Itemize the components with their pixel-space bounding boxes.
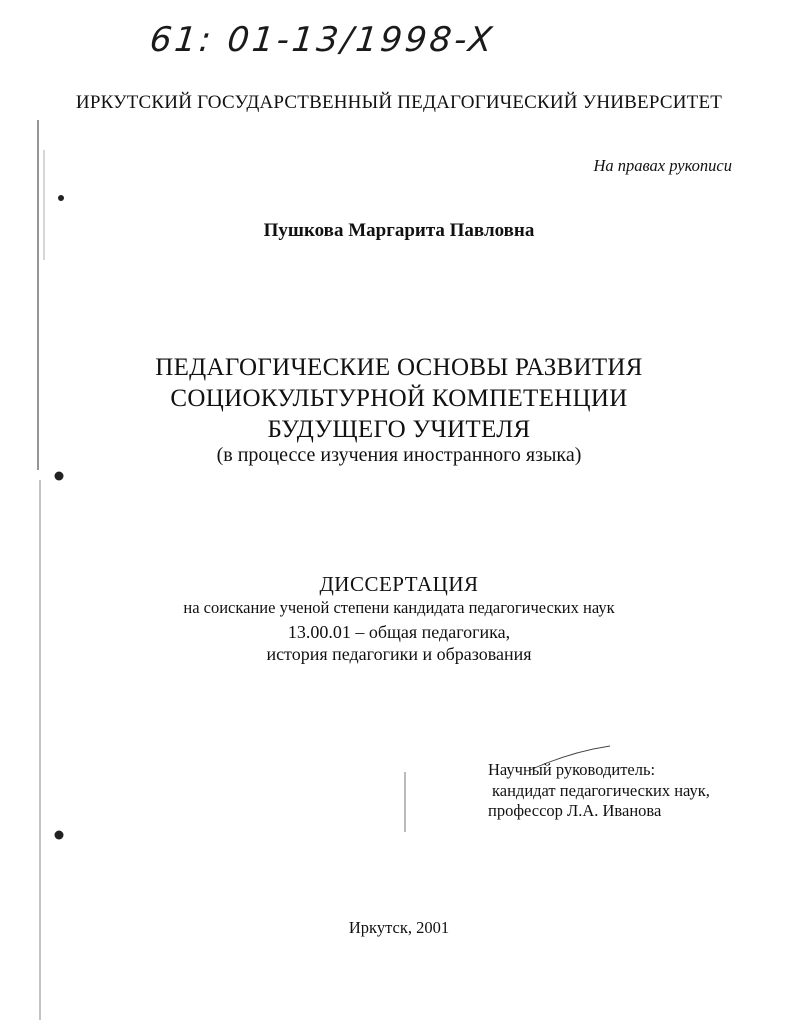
title-line: СОЦИОКУЛЬТУРНОЙ КОМПЕТЕНЦИИ [170,385,628,412]
dissertation-label: ДИССЕРТАЦИЯ [319,572,479,596]
advisor-degree: кандидат педагогических наук, [492,781,710,800]
title-line: БУДУЩЕГО УЧИТЕЛЯ [267,416,531,443]
specialty-line: 13.00.01 – общая педагогика, [287,622,511,642]
advisor-label: Научный руководитель: [488,760,656,779]
subtitle: (в процессе изучения иностранного языка) [216,444,582,466]
binding-hole-mark [58,195,64,201]
title-line: ПЕДАГОГИЧЕСКИЕ ОСНОВЫ РАЗВИТИЯ [155,354,643,381]
specialty-line: история педагогики и образования [266,644,532,664]
binding-hole-mark [55,831,64,840]
city-year: Иркутск, 2001 [348,918,450,937]
handwritten-catalog-code: 61: 01-13/1998-X [147,20,497,60]
manuscript-note: На правах рукописи [593,156,732,175]
degree-line: на соискание ученой степени кандидата педагогических наук [183,598,615,617]
binding-hole-mark [55,472,64,481]
advisor-name: профессор Л.А. Иванова [488,801,662,820]
author-name: Пушкова Маргарита Павловна [263,220,535,241]
university-name: ИРКУТСКИЙ ГОСУДАРСТВЕННЫЙ ПЕДАГОГИЧЕСКИЙ УНИВЕРСИТЕТ [75,92,723,113]
